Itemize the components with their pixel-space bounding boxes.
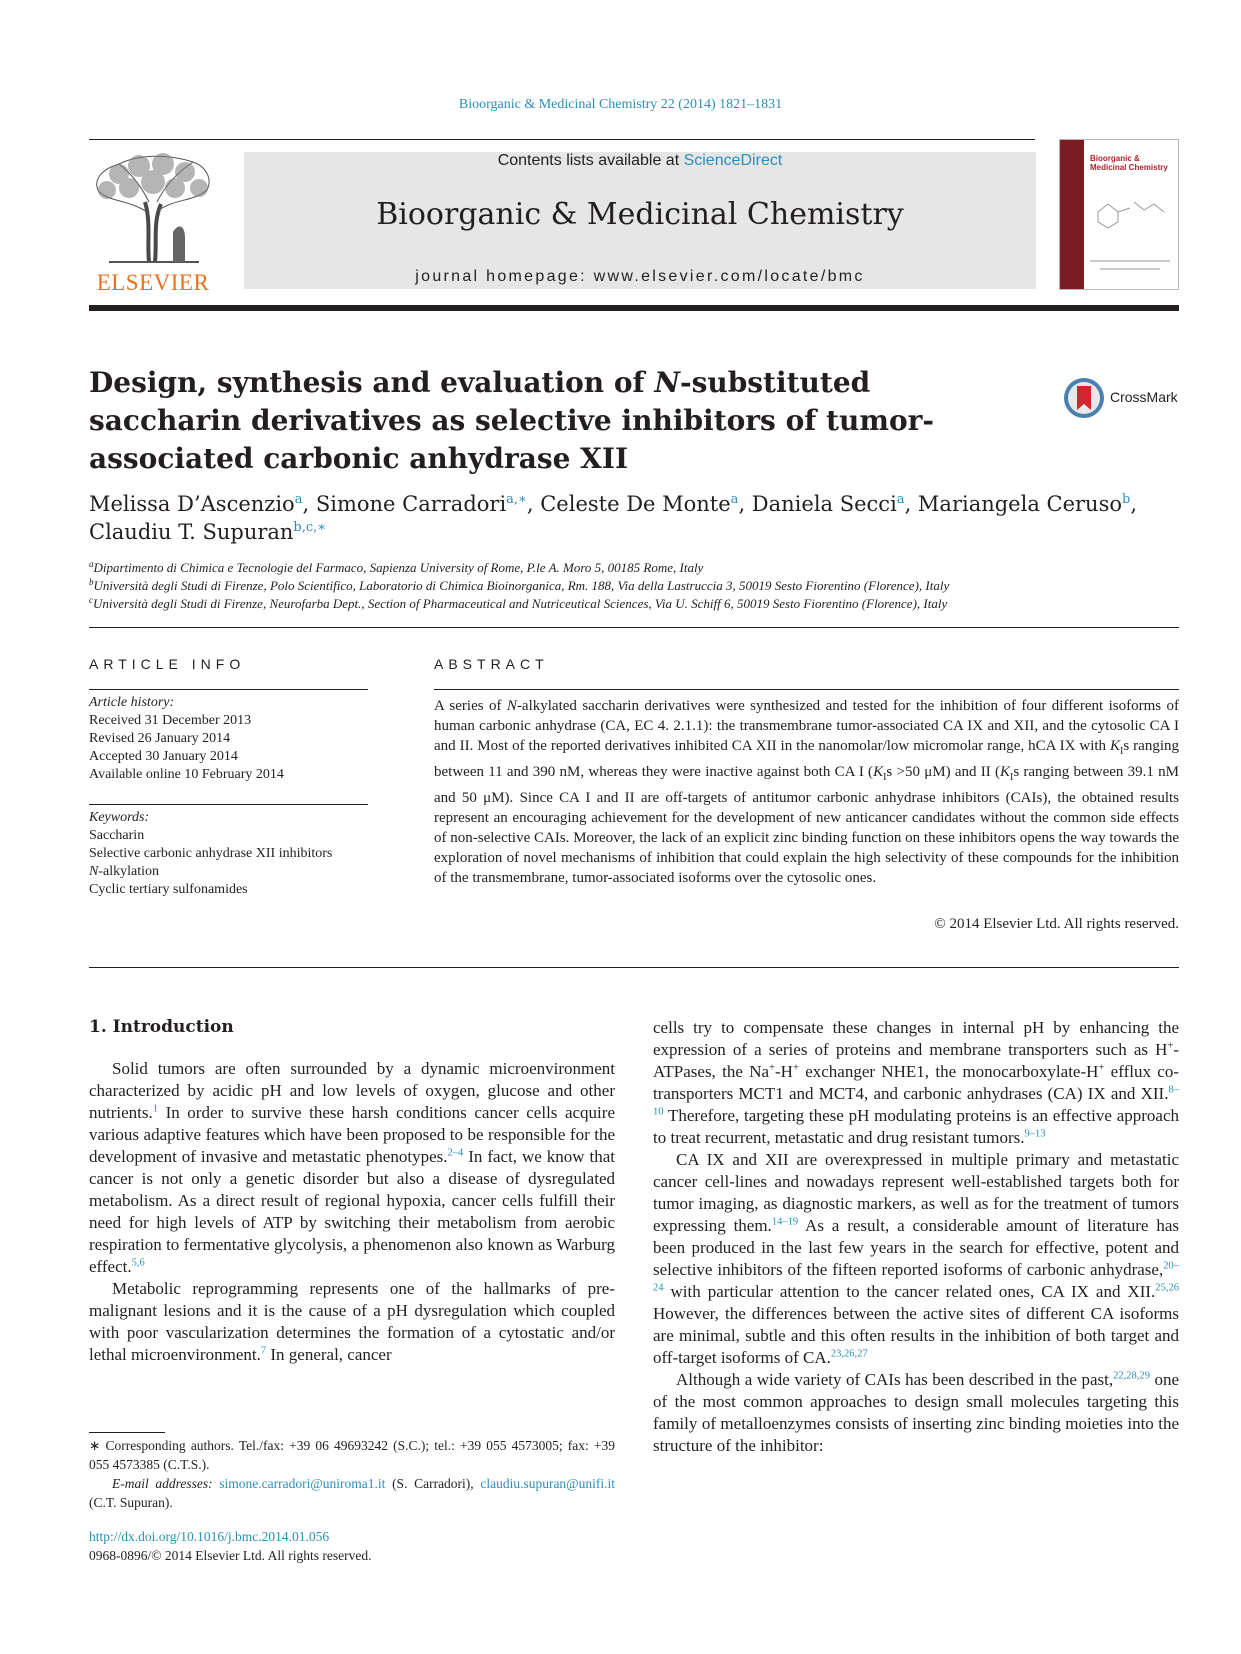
journal-banner <box>244 152 1036 289</box>
citation-link[interactable]: 5,6 <box>131 1257 145 1269</box>
header-rule <box>89 139 1035 140</box>
crossmark-label: CrossMark <box>1110 389 1178 405</box>
affiliation: $^b$Università degli Studi di Firenze, Polo Scientifico, Laboratorio di Chimica Bioinorganica, Rm. 188, Via della Lastruccia 3, 50019 Sesto Fiorentino (Florence), Italy <box>89 577 950 593</box>
keyword: N-alkylation <box>89 864 159 879</box>
affiliations <box>89 559 1184 613</box>
journal-cover-thumbnail[interactable] <box>1059 139 1179 290</box>
corresponding-author-footnote: ∗ Corresponding authors. Tel./fax: +39 06 49693242 (S.C.); tel.: +39 055 4573005; fax: +39 055 4573385 (C.T.S.). E-mail addresses: simone.carradori@uniroma1.it (S. Carradori), claudiu.supuran@unifi.it (C.T. Supuran). <box>89 1438 615 1510</box>
paragraph: Solid tumors are often surrounded by a dynamic microenvironment characterized by acidic pH and low levels of oxygen, glucose and other nutrients.$^1$ In order to survive these harsh conditions cancer cells acquire various adaptive features which have been proposed to be responsible for the development of invasive and metastatic phenotypes.$^{2-4}$ In fact, we know that cancer is not only a genetic disorder but also a disease of dysregulated metabolism. As a direct result of regional hypoxia, cancer cells fulfill their need for high levels of ATP by switching their metabolism from aerobic respiration to fermentative glycolysis, a phenomenon also known as Warburg effect.$^{5,6}$ <box>89 1059 615 1276</box>
paragraph: Although a wide variety of CAIs has been described in the past,$^{22,28,29}$ one of the most common approaches to design small molecules targeting this family of metalloenzymes consists of inserting zinc binding moieties into the structure of the inhibitor: <box>653 1370 1179 1455</box>
paragraph: Metabolic reprogramming represents one of the hallmarks of pre-malignant lesions and it is the cause of a pH dysregulation which coupled with poor vascularization determines the formation of a cytostatic and/or lethal microenvironment.$^7$ In general, cancer <box>89 1279 615 1364</box>
author-list: Melissa D’Ascenzio$^a$, Simone Carradori$^{a,∗}$, Celeste De Monte$^a$, Daniela Secci$^a$, Mariangela Ceruso$^b$, Claudiu T. Supuran$^{b,c,∗}$ <box>89 492 1138 544</box>
affiliation-rule <box>89 627 1179 628</box>
citation-link[interactable]: 22,28,29 <box>1113 1370 1150 1382</box>
citation-link[interactable]: 2–4 <box>447 1147 464 1159</box>
author[interactable]: Melissa D’Ascenzio$^a$ <box>89 492 303 516</box>
contents-line: Contents lists available at ScienceDirect <box>497 152 783 169</box>
keyword: Cyclic tertiary sulfonamides <box>89 882 248 897</box>
sciencedirect-link[interactable]: ScienceDirect <box>683 152 783 169</box>
elsevier-wordmark: ELSEVIER <box>96 270 210 295</box>
abstract-text: A series of N-alkylated saccharin derivatives were synthesized and tested for the inhibition of four different isoforms of human carbonic anhydrase (CA, EC 4. 2.1.1): the transmembrane tumor-associated CA IX and XII, and the cytosolic CA I and II. Most of the reported derivatives inhibited CA XII in the nanomolar/low micromolar range, hCA IX with $K_Is$ ranging between 11 and 390 nM, whereas they were inactive against both CA I ($K_Is >50$ μM) and II ($K_Is$ ranging between 39.1 nM and 50 μM). Since CA I and II are off-targets of antitumor carbonic anhydrase inhibitors (CAIs), the obtained results represent an encouraging achievement for the development of new anticancer candidates without the common side effects of non-selective CAIs. Moreover, the lack of an explicit zinc binding function on these inhibitors opens the way towards the exploration of novel mechanisms of inhibition that could explain the high selectivity of these compounds for the inhibition of the transmembrane, tumor-associated isoforms over the cytosolic ones. <box>434 698 1179 886</box>
citation-link[interactable]: 25,26 <box>1155 1282 1179 1294</box>
citation-link[interactable]: 20–24 <box>653 1260 1179 1294</box>
citation-link[interactable]: 8–10 <box>653 1084 1179 1118</box>
body-column-right <box>653 1017 1179 1457</box>
paragraph: cells try to compensate these changes in internal pH by enhancing the expression of a series of proteins and membrane transporters such as H+-ATPases, the Na+-H+ exchanger NHE1, the monocarboxylate-H+ efflux co-transporters MCT1 and MCT4, and carbonic anhydrases (CA) IX and XII.$^{8-10}$ Therefore, targeting these pH modulating proteins is an effective approach to treat recurrent, metastatic and drug resistant tumors.$^{9-13}$ <box>653 1018 1179 1147</box>
citation-link[interactable]: 14–19 <box>771 1216 799 1228</box>
citation-link[interactable]: 1 <box>152 1103 159 1115</box>
author[interactable]: Claudiu T. Supuran$^{b,c,∗}$ <box>89 520 327 544</box>
section-heading-introduction: 1. Introduction <box>89 1017 234 1037</box>
doi-link[interactable]: http://dx.doi.org/10.1016/j.bmc.2014.01.056 <box>89 1529 330 1544</box>
author[interactable]: Mariangela Ceruso$^b$ <box>917 492 1131 516</box>
doi-block <box>89 1527 371 1565</box>
journal-citation[interactable]: Bioorganic & Medicinal Chemistry 22 (2014) 1821–1831 <box>458 97 783 112</box>
citation-link[interactable]: 7 <box>260 1345 267 1357</box>
keyword: Saccharin <box>89 828 145 843</box>
article-title: Design, synthesis and evaluation of N-substituted saccharin derivatives as selective inhibitors of tumor-associated carbonic anhydrase XII <box>89 366 935 475</box>
citation-link[interactable]: 23,26,27 <box>830 1348 868 1360</box>
abstract-rule <box>434 689 1179 690</box>
email-link[interactable]: claudiu.supuran@unifi.it <box>480 1476 615 1491</box>
body-column-left <box>89 1058 615 1366</box>
crossmark-badge[interactable] <box>1062 376 1182 420</box>
article-info-rule <box>89 689 368 690</box>
citation-link[interactable]: 9–13 <box>1024 1128 1046 1140</box>
crossmark-icon <box>1062 376 1106 420</box>
author[interactable]: Celeste De Monte$^a$ <box>540 492 739 516</box>
abstract-copyright: © 2014 Elsevier Ltd. All rights reserved. <box>934 916 1179 932</box>
issn-line: 0968-0896/© 2014 Elsevier Ltd. All rights reserved. <box>89 1548 372 1563</box>
article-history: Article history: Received 31 December 2013 Revised 26 January 2014 Accepted 30 January 2014 Available online 10 February 2014 <box>89 695 284 782</box>
author[interactable]: Daniela Secci$^a$ <box>751 492 905 516</box>
article-info-heading: ARTICLE INFO <box>89 656 246 672</box>
abstract-heading: ABSTRACT <box>434 656 549 672</box>
journal-name: Bioorganic & Medicinal Chemistry <box>376 197 904 232</box>
journal-homepage-link[interactable]: journal homepage: www.elsevier.com/locate/bmc <box>415 268 865 285</box>
keyword: Selective carbonic anhydrase XII inhibitors <box>89 846 333 861</box>
cover-title: Bioorganic & Medicinal Chemistry <box>1090 154 1168 172</box>
elsevier-tree-icon <box>89 152 217 264</box>
elsevier-logo <box>89 152 217 295</box>
footnote-rule <box>89 1432 165 1433</box>
affiliation: $^c$Università degli Studi di Firenze, Neurofarba Dept., Section of Pharmaceutical and Nutriceutical Sciences, Via U. Schiff 6, 50019 Sesto Fiorentino (Florence), Italy <box>89 595 948 611</box>
header-thick-rule <box>89 305 1179 311</box>
paragraph: CA IX and XII are overexpressed in multiple primary and metastatic cancer cell-lines and nowadays represent well-established targets both for tumor imaging, as diagnostic markers, as well as for the treatment of tumors expressing them.$^{14-19}$ As a result, a considerable amount of literature has been produced in the last few years in the search for effective, potent and selective inhibitors of the fifteen reported isoforms of carbonic anhydrase,$^{20-24}$ with particular attention to the cancer related ones, CA IX and XII.$^{25,26}$ However, the differences between the active sites of different CA isoforms are minimal, subtle and this often results in the inhibition of both target and off-target isoforms of CA.$^{23,26,27}$ <box>653 1150 1179 1367</box>
author[interactable]: Simone Carradori$^{a,∗}$ <box>315 492 527 516</box>
email-link[interactable]: simone.carradori@uniroma1.it <box>219 1476 386 1491</box>
keywords-rule <box>89 804 368 805</box>
cover-structure-icon <box>1094 192 1170 232</box>
abstract-end-rule <box>89 967 1179 968</box>
affiliation: $^a$Dipartimento di Chimica e Tecnologie del Farmaco, Sapienza University of Rome, P.le A. Moro 5, 00185 Rome, Italy <box>89 559 704 575</box>
keywords: Keywords: Saccharin Selective carbonic anhydrase XII inhibitors N-alkylation Cyclic tertiary sulfonamides <box>89 809 379 899</box>
